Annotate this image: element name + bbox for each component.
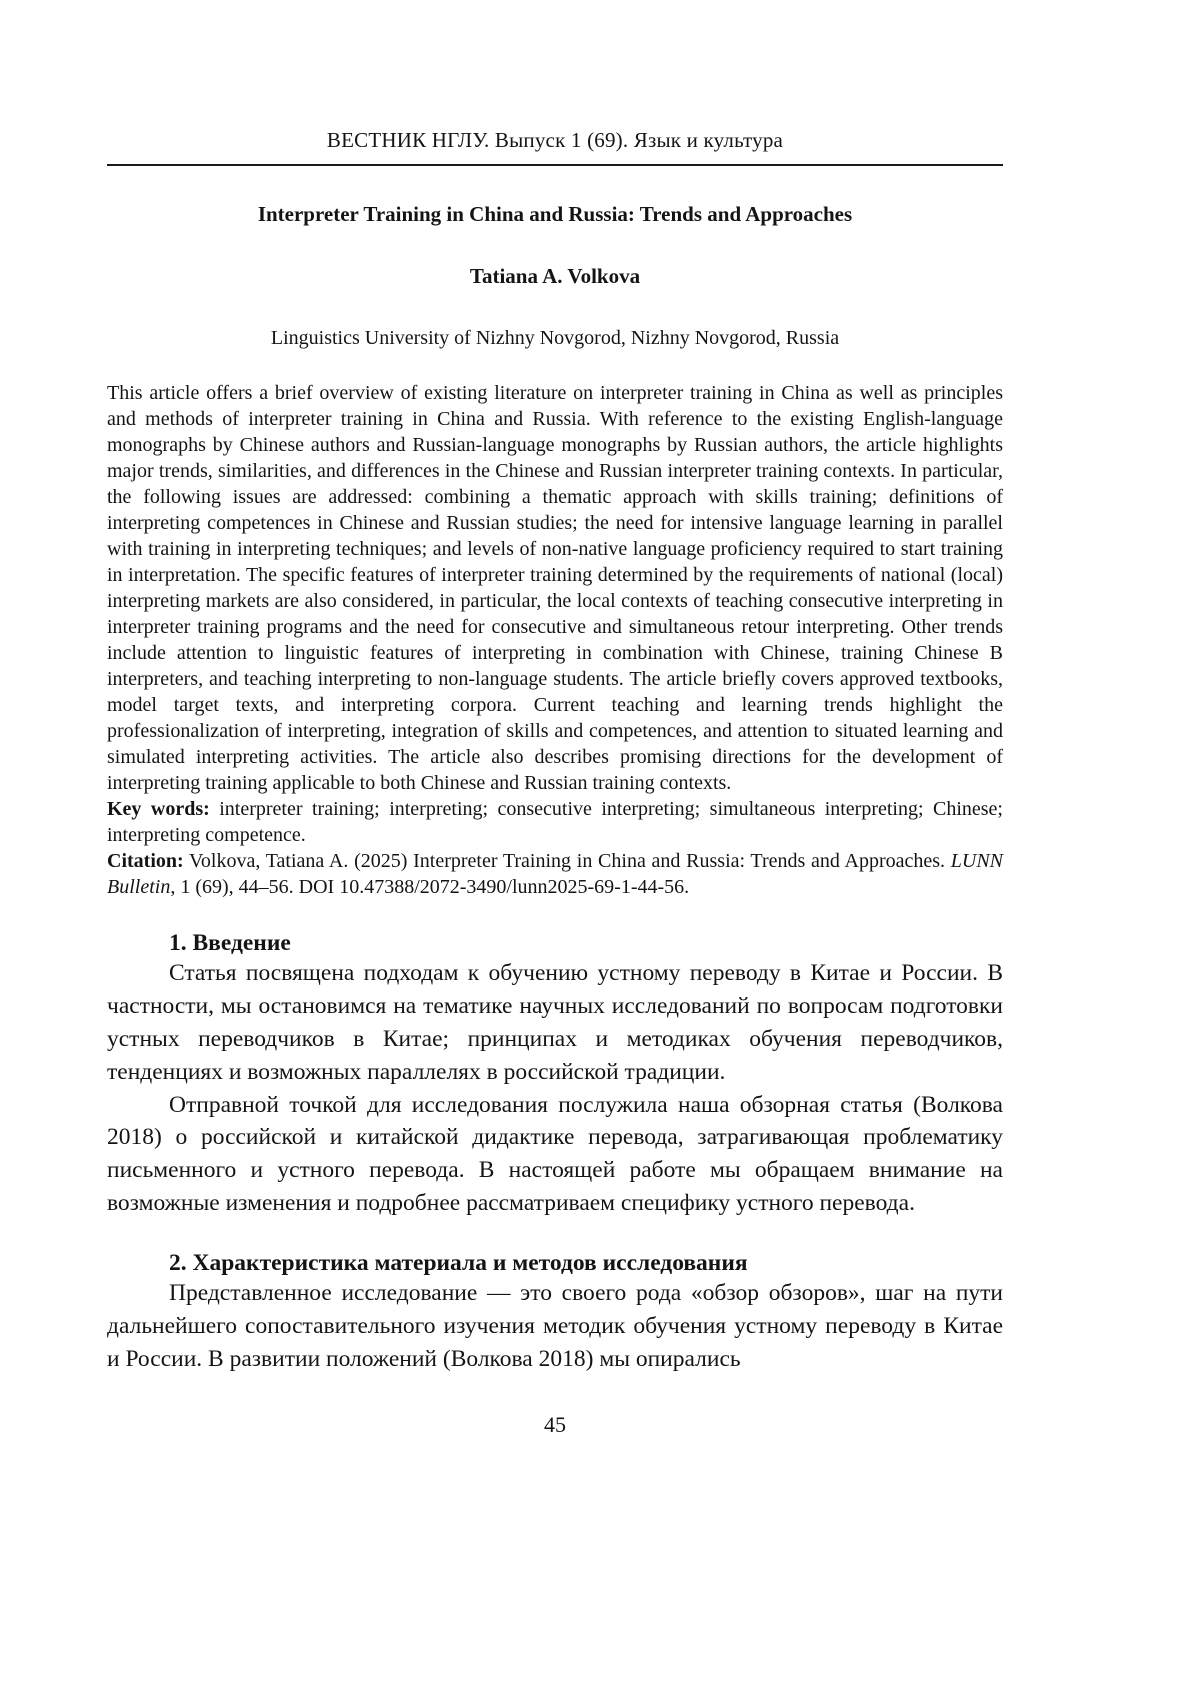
citation-line [107,848,1003,900]
abstract-text: This article offers a brief overview of existing literature on interpreter training in China as well as principles and methods of interpreter training in China and Russia. With reference to the existing English-language monographs by Chinese authors and Russian-language monographs by Russian authors, the article highlights major trends, similarities, and differences in the Chinese and Russian interpreter training contexts. In particular, the following issues are addressed: combining a thematic approach with skills training; definitions of interpreting competences in Chinese and Russian studies; the need for intensive language learning in parallel with training in interpreting techniques; and levels of non-native language proficiency required to start training in interpretation. The specific features of interpreter training determined by the requirements of national (local) interpreting markets are also considered, in particular, the local contexts of teaching consecutive interpreting in interpreter training programs and the need for consecutive and simultaneous retour interpreting. Other trends include attention to linguistic features of interpreting in combination with Chinese, training Chinese B interpreters, and teaching interpreting to non-language students. The article briefly covers approved textbooks, model target texts, and interpreting corpora. Current teaching and learning trends highlight the professionalization of interpreting, integration of skills and competences, and attention to situated learning and simulated interpreting activities. The article also describes promising directions for the development of interpreting training applicable to both Chinese and Russian training contexts. [107,382,1003,794]
article-author: Tatiana A. Volkova [469,264,641,288]
section-2-heading: 2. Характеристика материала и методов исследования [169,1250,748,1277]
section-1-paragraph: Отправной точкой для исследования послужила наша обзорная статья (Волкова 2018) о российской и китайской дидактике перевода, затрагивающая проблематику письменного и устного перевода. В настоящей работе мы обращаем внимание на возможные изменения и подробнее рассматриваем специфику устного перевода. [107,1091,1003,1217]
header-rule [107,164,1003,166]
section-introduction [107,930,1003,1220]
section-2-paragraph: Представленное исследование — это своего рода «обзор обзоров», шаг на пути дальнейшего сопоставительного изучения методик обучения устному переводу в Китае и России. В развитии положений (Волкова 2018) мы опирались [107,1280,1003,1372]
article-title: Interpreter Training in China and Russia: Trends and Approaches [257,202,853,226]
citation-text-post: , 1 (69), 44–56. DOI 10.47388/2072-3490/lunn2025-69-1-44-56. [170,876,690,898]
citation-label: Citation: [107,850,184,872]
section-1-heading: 1. Введение [169,930,291,956]
citation-journal-name: LUNN Bulletin [107,850,1003,898]
keywords-text: interpreter training; interpreting; consecutive interpreting; simultaneous interpreting; Chinese; interpreting competence. [107,798,1003,846]
section-materials-methods [107,1250,1003,1376]
article-affiliation: Linguistics University of Nizhny Novgorod, Nizhny Novgorod, Russia [270,327,840,349]
journal-running-header: ВЕСТНИК НГЛУ. Выпуск 1 (69). Язык и культура [326,128,784,152]
section-1-paragraph: Статья посвящена подходам к обучению устному переводу в Китае и России. В частности, мы остановимся на тематике научных исследований по вопросам подготовки устных переводчиков в Китае; принципах и методиках обучения переводчиков, тенденциях и возможных параллелях в российской традиции. [107,960,1003,1085]
keywords-line [107,796,1003,848]
running-header-block [107,128,1003,166]
citation-text-pre: Volkova, Tatiana A. (2025) Interpreter Training in China and Russia: Trends and Approaches. [183,850,951,872]
keywords-label: Key words: [107,798,210,820]
page-number: 45 [544,1411,566,1437]
abstract-block [107,380,1003,900]
